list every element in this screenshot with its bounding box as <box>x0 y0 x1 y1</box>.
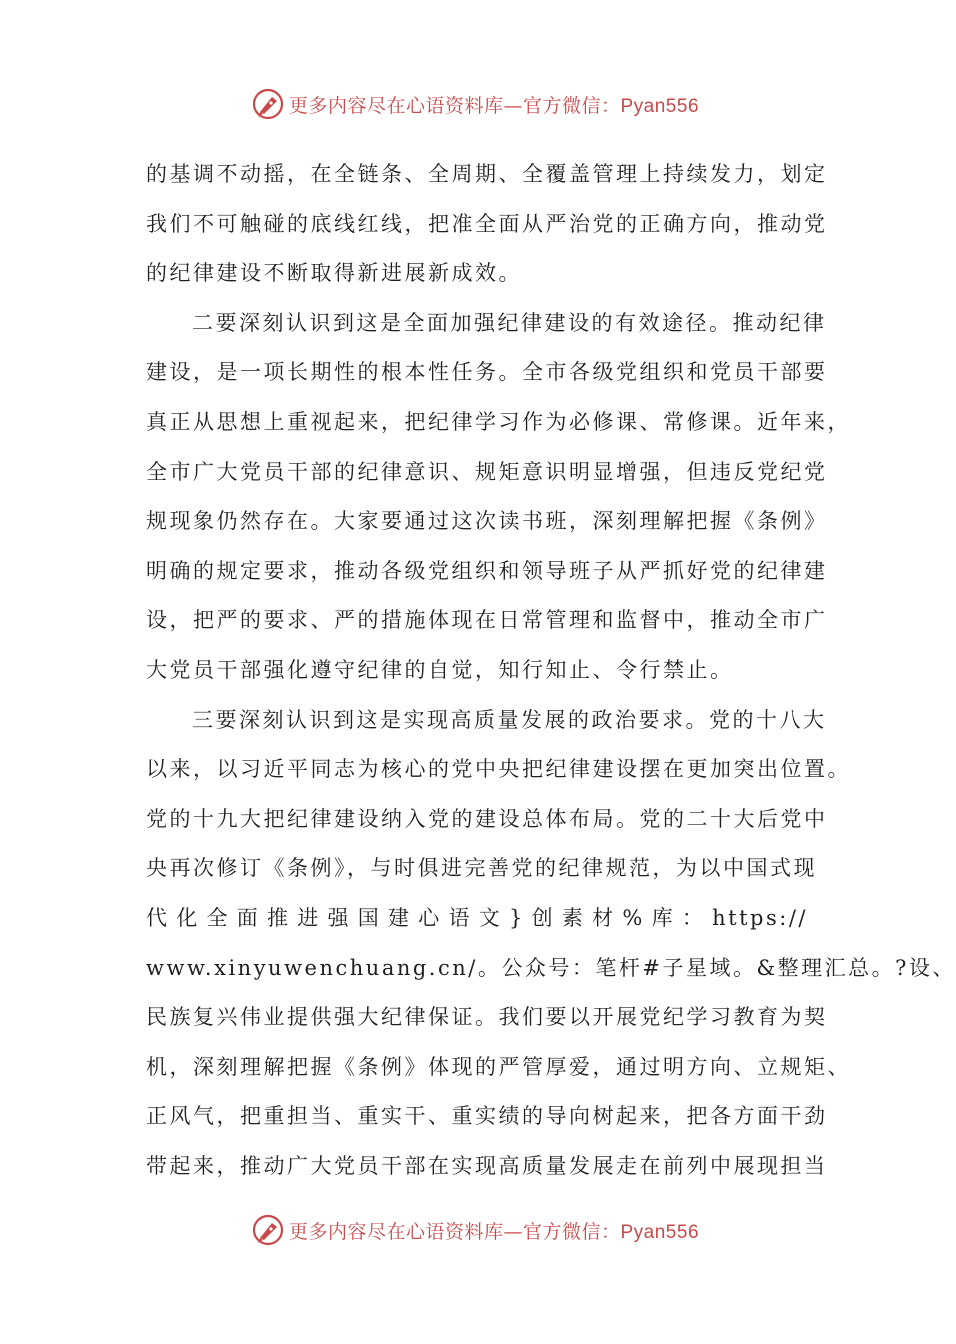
pen-nib-logo-icon <box>251 1213 285 1247</box>
text-line: 二要深刻认识到这是全面加强纪律建设的有效途径。推动纪律 <box>192 310 827 335</box>
header-watermark <box>0 84 950 124</box>
text-line: 正风气，把重担当、重实干、重实绩的导向树起来，把各方面干劲 <box>146 1104 828 1129</box>
text-line: 以来，以习近平同志为核心的党中央把纪律建设摆在更加突出位置。 <box>146 757 851 782</box>
pen-nib-logo-icon <box>251 87 285 121</box>
text-line: www.xinyuwenchuang.cn/。公众号：笔杆#子星域。&整理汇总。?设、 <box>146 955 956 980</box>
text-line: 的纪律建设不断取得新进展新成效。 <box>146 261 522 286</box>
watermark-text: 更多内容尽在心语资料库—官方微信：Pyan556 <box>288 94 700 117</box>
text-line: 建设，是一项长期性的根本性任务。全市各级党组织和党员干部要 <box>146 360 828 385</box>
text-line: 全市广大党员干部的纪律意识、规矩意识明显增强，但违反党纪党 <box>146 459 828 484</box>
text-line: 带起来，推动广大党员干部在实现高质量发展走在前列中展现担当 <box>146 1153 828 1178</box>
text-line: 的基调不动摇，在全链条、全周期、全覆盖管理上持续发力，划定 <box>146 162 828 186</box>
text-line: 明确的规定要求，推动各级党组织和领导班子从严抓好党的纪律建 <box>146 558 828 583</box>
text-line: 真正从思想上重视起来，把纪律学习作为必修课、常修课。近年来， <box>146 409 851 434</box>
text-line: 我们不可触碰的底线红线，把准全面从严治党的正确方向，推动党 <box>146 211 828 236</box>
text-line: 机，深刻理解把握《条例》体现的严管厚爱，通过明方向、立规矩、 <box>146 1054 851 1079</box>
text-line: 党的十九大把纪律建设纳入党的建设总体布局。党的二十大后党中 <box>146 806 828 831</box>
text-line: 央再次修订《条例》，与时俱进完善党的纪律规范，为以中国式现 <box>146 856 817 881</box>
text-line: 设，把严的要求、严的措施体现在日常管理和监督中，推动全市广 <box>146 608 828 633</box>
text-line: 三要深刻认识到这是实现高质量发展的政治要求。党的十八大 <box>192 707 827 732</box>
text-line: 大党员干部强化遵守纪律的自觉，知行知止、令行禁止。 <box>146 657 734 682</box>
text-line: 代化全面推进强国建心语文}创素材%库：https:// <box>146 905 808 930</box>
watermark-text: 更多内容尽在心语资料库—官方微信：Pyan556 <box>288 1220 700 1243</box>
document-body <box>146 150 956 1191</box>
text-line: 规现象仍然存在。大家要通过这次读书班，深刻理解把握《条例》 <box>146 509 828 534</box>
footer-watermark <box>0 1210 950 1250</box>
text-line: 民族复兴伟业提供强大纪律保证。我们要以开展党纪学习教育为契 <box>146 1005 828 1030</box>
